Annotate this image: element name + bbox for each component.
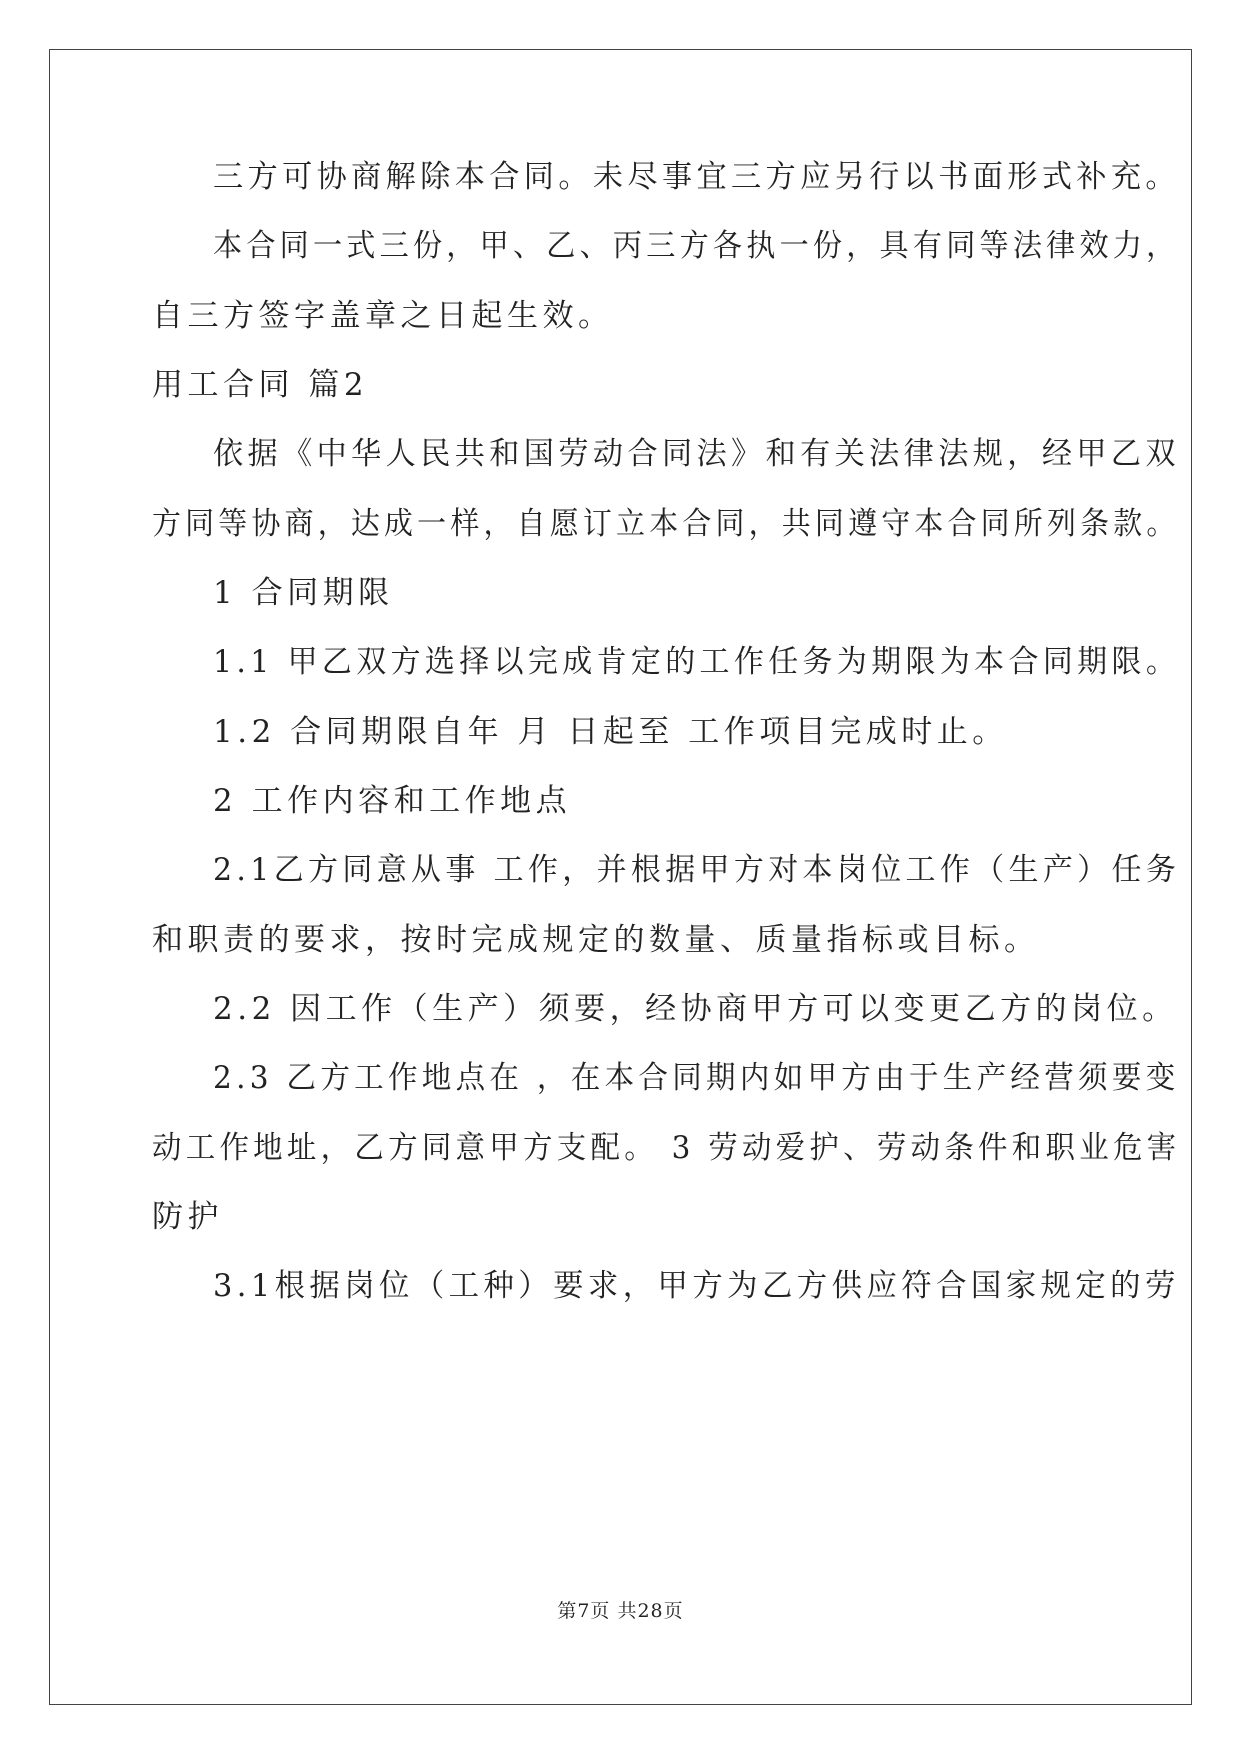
clause-heading: 1 合同期限	[213, 575, 394, 611]
paragraph-line: 动工作地址，乙方同意甲方支配。 3 劳动爱护、劳动条件和职业危害	[152, 1130, 1181, 1166]
paragraph-line: 依据《中华人民共和国劳动合同法》和有关法律法规，经甲乙双	[213, 436, 1180, 472]
paragraph-line: 2.1乙方同意从事 工作，并根据甲方对本岗位工作（生产）任务	[213, 852, 1181, 888]
paragraph-line: 自三方签字盖章之日起生效。	[152, 298, 614, 334]
paragraph-line: 1.2 合同期限自年 月 日起至 工作项目完成时止。	[213, 714, 1008, 750]
paragraph-line: 1.1 甲乙双方选择以完成肯定的工作任务为期限为本合同期限。	[213, 644, 1181, 680]
paragraph-line: 2.2 因工作（生产）须要，经协商甲方可以变更乙方的岗位。	[213, 991, 1178, 1027]
paragraph-line: 方同等协商，达成一样，自愿订立本合同，共同遵守本合同所列条款。	[152, 506, 1180, 542]
paragraph-line: 本合同一式三份，甲、乙、丙三方各执一份，具有同等法律效力，	[213, 228, 1180, 264]
clause-heading: 2 工作内容和工作地点	[213, 783, 572, 819]
page-footer: 第7页 共28页	[557, 1600, 684, 1622]
paragraph-line: 防护	[152, 1199, 223, 1235]
paragraph-line: 2.3 乙方工作地点在 ，在本合同期内如甲方由于生产经营须要变	[213, 1060, 1180, 1096]
paragraph-line: 三方可协商解除本合同。未尽事宜三方应另行以书面形式补充。	[213, 159, 1180, 195]
paragraph-line: 3.1根据岗位（工种）要求，甲方为乙方供应符合国家规定的劳	[213, 1268, 1180, 1304]
section-heading: 用工合同 篇2	[152, 367, 369, 403]
paragraph-line: 和职责的要求，按时完成规定的数量、质量指标或目标。	[152, 922, 1040, 958]
